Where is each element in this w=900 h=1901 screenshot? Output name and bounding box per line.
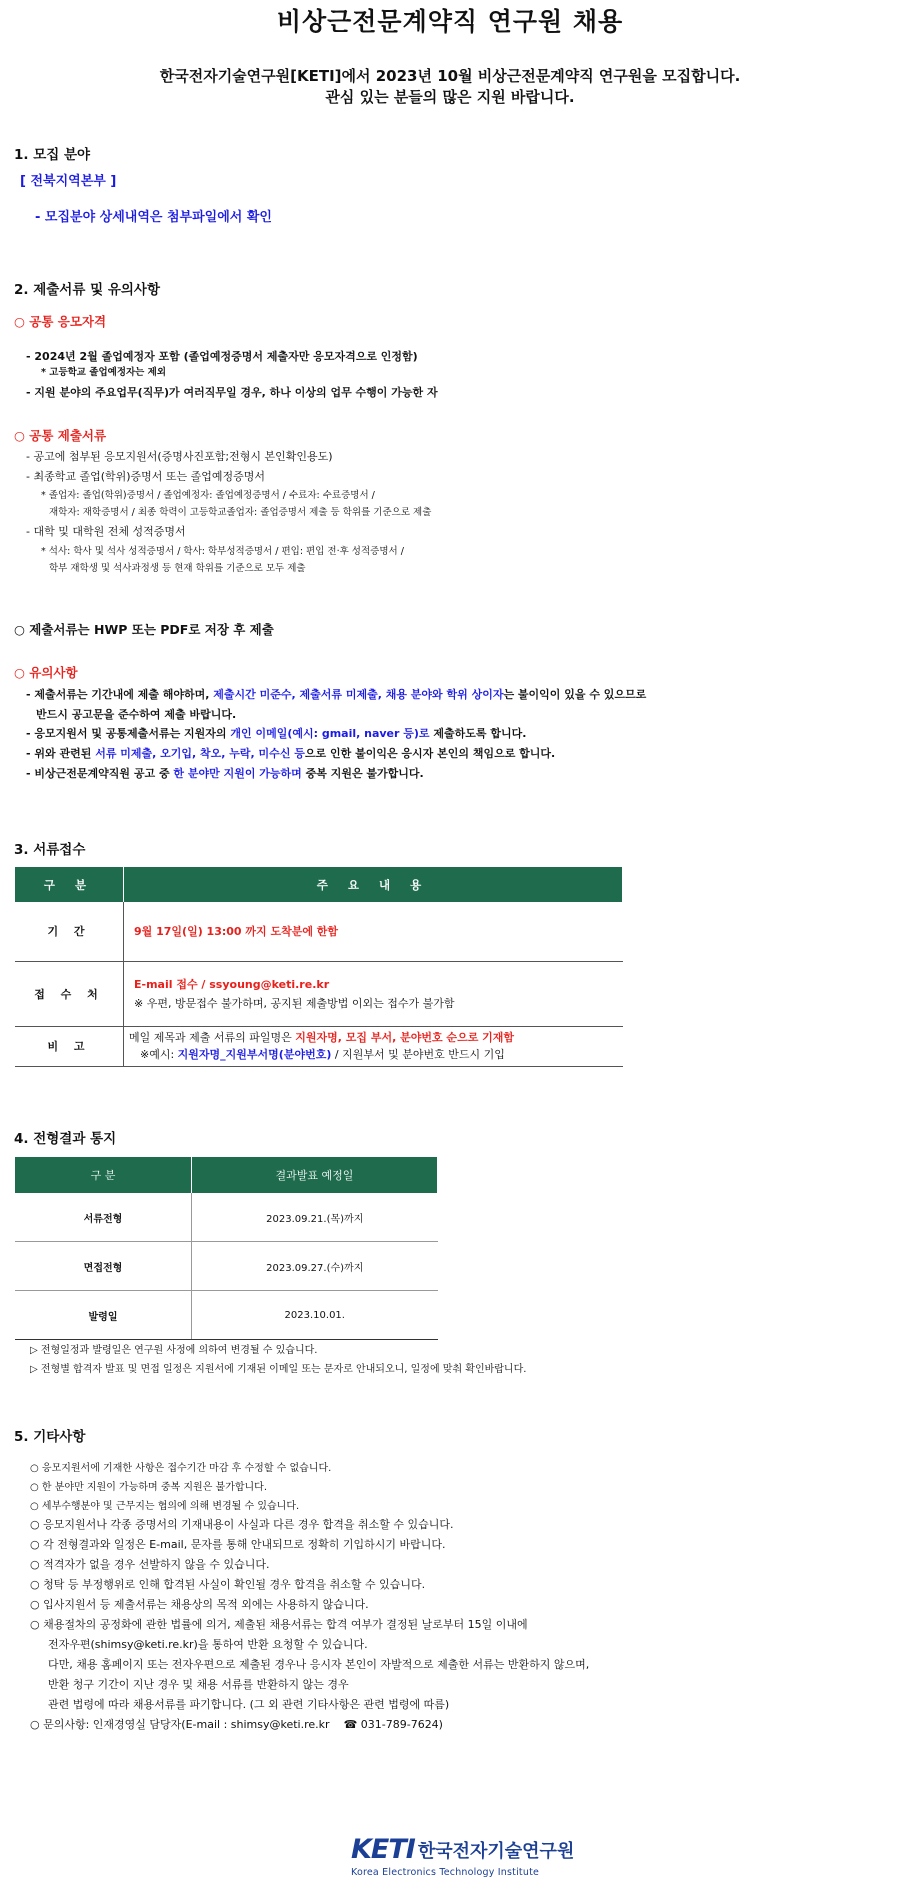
- result-stage: 면접전형: [15, 1242, 192, 1291]
- remark-line-1: 메일 제목과 제출 서류의 파일명은 지원자명, 모집 부서, 분야번호 순으로 기재함: [129, 1031, 515, 1044]
- receipt-email: E-mail 접수 / ssyoung@keti.re.kr: [134, 978, 330, 991]
- receipt-value: [124, 961, 623, 1026]
- document-1: - 공고에 첨부된 응모지원서(증명사진포함;전형시 본인확인용도): [26, 450, 333, 463]
- recruit-detail: - 모집분야 상세내역은 첨부파일에서 확인: [35, 210, 272, 225]
- intro-line-2: 관심 있는 분들의 많은 지원 바랍니다.: [325, 88, 575, 106]
- list-item: ○ 응모지원서나 각종 증명서의 기재내용이 사실과 다른 경우 합격을 취소할 수 있습니다.: [30, 1518, 454, 1531]
- caution-title: ○ 유의사항: [14, 665, 78, 680]
- result-stage: 발령일: [15, 1291, 192, 1340]
- result-date: 2023.09.21.(목)까지: [192, 1193, 438, 1242]
- list-item: ○ 각 전형결과와 일정은 E-mail, 문자를 통해 안내되므로 정확히 기입하시기 바랍니다.: [30, 1538, 446, 1551]
- caution-1-cont: 반드시 공고문을 준수하여 제출 바랍니다.: [36, 708, 237, 721]
- document-2-note-1: * 졸업자: 졸업(학위)증명서 / 졸업예정자: 졸업예정증명서 / 수료자: 수료증명서 /: [41, 490, 375, 501]
- document-2: - 최종학교 졸업(학위)증명서 또는 졸업예정증명서: [26, 470, 266, 483]
- period-value: 9월 17일(일) 13:00 까지 도착분에 한함: [124, 902, 623, 961]
- result-col-date: 결과발표 예정일: [192, 1157, 438, 1193]
- section-2-heading: 2. 제출서류 및 유의사항: [14, 282, 160, 298]
- section-1-heading: 1. 모집 분야: [14, 147, 91, 163]
- file-format-note: ○ 제출서류는 HWP 또는 PDF로 저장 후 제출: [14, 622, 274, 637]
- keti-logo: [351, 1834, 574, 1878]
- section-3-heading: 3. 서류접수: [14, 842, 86, 858]
- qualification-1-note: * 고등학교 졸업예정자는 제외: [41, 367, 167, 378]
- result-col-category: 구 분: [15, 1157, 192, 1193]
- list-item: ○ 입사지원서 등 제출서류는 채용상의 목적 외에는 사용하지 않습니다.: [30, 1598, 369, 1611]
- documents-title: ○ 공통 제출서류: [14, 428, 107, 443]
- list-item: ○ 한 분야만 지원이 가능하며 중복 지원은 불가합니다.: [30, 1482, 268, 1493]
- logo-name-ko: 한국전자기술연구원: [417, 1840, 575, 1862]
- submission-table: [15, 867, 623, 1067]
- logo-name-en: Korea Electronics Technology Institute: [351, 1867, 540, 1878]
- submission-col-category: 구 분: [15, 867, 124, 902]
- caution-3: - 위와 관련된 서류 미제출, 오기입, 착오, 누락, 미수신 등으로 인한 불이익은 응시자 본인의 책임으로 합니다.: [26, 747, 556, 760]
- section-4-heading: 4. 전형결과 통지: [14, 1131, 117, 1147]
- period-label: 기 간: [15, 902, 124, 961]
- document-3: - 대학 및 대학원 전체 성적증명서: [26, 525, 186, 538]
- remark-line-2: ※예시: 지원자명_지원부서명(분야번호) / 지원부서 및 분야번호 반드시 기입: [140, 1048, 505, 1061]
- list-item: ○ 적격자가 없을 경우 선발하지 않을 수 있습니다.: [30, 1558, 270, 1571]
- document-2-note-2: 재학자: 재학증명서 / 최종 학력이 고등학교졸업자: 졸업증명서 제출 등 학위를 기준으로 제출: [49, 507, 432, 518]
- receipt-label: 접 수 처: [15, 961, 124, 1026]
- list-item-cont: 관련 법령에 따라 채용서류를 파기합니다. (그 외 관련 기타사항은 관련 법령에 따름): [48, 1698, 450, 1711]
- schedule-note-1: ▷ 전형일정과 발령일은 연구원 사정에 의하여 변경될 수 있습니다.: [30, 1345, 318, 1356]
- phone-icon-text: ☎ 031-789-7624): [343, 1718, 443, 1731]
- caution-1: - 제출서류는 기간내에 제출 해야하며, 제출시간 미준수, 제출서류 미제출, 채용 분야와 학위 상이자는 불이익이 있을 수 있으므로: [26, 688, 647, 701]
- list-item-cont: 전자우편(shimsy@keti.re.kr)을 통하여 반환 요청할 수 있습니다.: [48, 1638, 368, 1651]
- receipt-note: ※ 우편, 방문접수 불가하며, 공지된 제출방법 이외는 접수가 불가함: [134, 997, 455, 1010]
- table-row: [15, 1193, 438, 1242]
- contact-info: ○ 문의사항: 인재경영실 담당자(E-mail : shimsy@keti.re.kr ☎ 031-789-7624): [30, 1718, 443, 1731]
- table-row: [15, 1242, 438, 1291]
- list-item-cont: 다만, 채용 홈페이지 또는 전자우편으로 제출된 경우나 응시자 본인이 자발적으로 제출한 서류는 반환하지 않으며,: [48, 1658, 590, 1671]
- qualification-title: ○ 공통 응모자격: [14, 314, 107, 329]
- recruit-region: [ 전북지역본부 ]: [20, 174, 117, 189]
- caution-4: - 비상근전문계약직원 공고 중 한 분야만 지원이 가능하며 중복 지원은 불가합니다.: [26, 767, 424, 780]
- caution-2: - 응모지원서 및 공통제출서류는 지원자의 개인 이메일(예시: gmail, naver 등)로 제출하도록 합니다.: [26, 727, 527, 740]
- intro-line-1: 한국전자기술연구원[KETI]에서 2023년 10월 비상근전문계약직 연구원을 모집합니다.: [159, 67, 741, 85]
- document-3-note-2: 학부 재학생 및 석사과정생 등 현재 학위를 기준으로 모두 제출: [49, 563, 306, 574]
- table-row: [15, 1291, 438, 1340]
- document-3-note-1: * 석사: 학사 및 석사 성적증명서 / 학사: 학부성적증명서 / 편입: 편입 전·후 성적증명서 /: [41, 546, 404, 557]
- list-item-cont: 반환 청구 기간이 지난 경우 및 채용 서류를 반환하지 않는 경우: [48, 1678, 349, 1691]
- list-item: ○ 청탁 등 부정행위로 인해 합격된 사실이 확인될 경우 합격을 취소할 수 있습니다.: [30, 1578, 426, 1591]
- logo-mark: KETI: [351, 1834, 415, 1865]
- list-item: ○ 응모지원서에 기재한 사항은 접수기간 마감 후 수정할 수 없습니다.: [30, 1463, 332, 1474]
- result-stage: 서류전형: [15, 1193, 192, 1242]
- result-date: 2023.10.01.: [192, 1291, 438, 1340]
- remark-value: [124, 1026, 623, 1066]
- qualification-1: - 2024년 2월 졸업예정자 포함 (졸업예정증명서 제출자만 응모자격으로 인정함): [26, 350, 418, 363]
- page-title: 비상근전문계약직 연구원 채용: [276, 7, 624, 36]
- result-table: [15, 1157, 438, 1340]
- result-date: 2023.09.27.(수)까지: [192, 1242, 438, 1291]
- submission-col-content: 주 요 내 용: [124, 867, 623, 902]
- schedule-note-2: ▷ 전형별 합격자 발표 및 면접 일정은 지원서에 기재된 이메일 또는 문자로 안내되오니, 일정에 맞춰 확인바랍니다.: [30, 1364, 527, 1375]
- section-5-heading: 5. 기타사항: [14, 1429, 86, 1445]
- remark-label: 비 고: [15, 1026, 124, 1066]
- list-item: ○ 채용절차의 공정화에 관한 법률에 의거, 제출된 채용서류는 합격 여부가 결정된 날로부터 15일 이내에: [30, 1618, 528, 1631]
- list-item: ○ 세부수행분야 및 근무지는 협의에 의해 변경될 수 있습니다.: [30, 1501, 300, 1512]
- qualification-2: - 지원 분야의 주요업무(직무)가 여러직무일 경우, 하나 이상의 업무 수행이 가능한 자: [26, 386, 438, 399]
